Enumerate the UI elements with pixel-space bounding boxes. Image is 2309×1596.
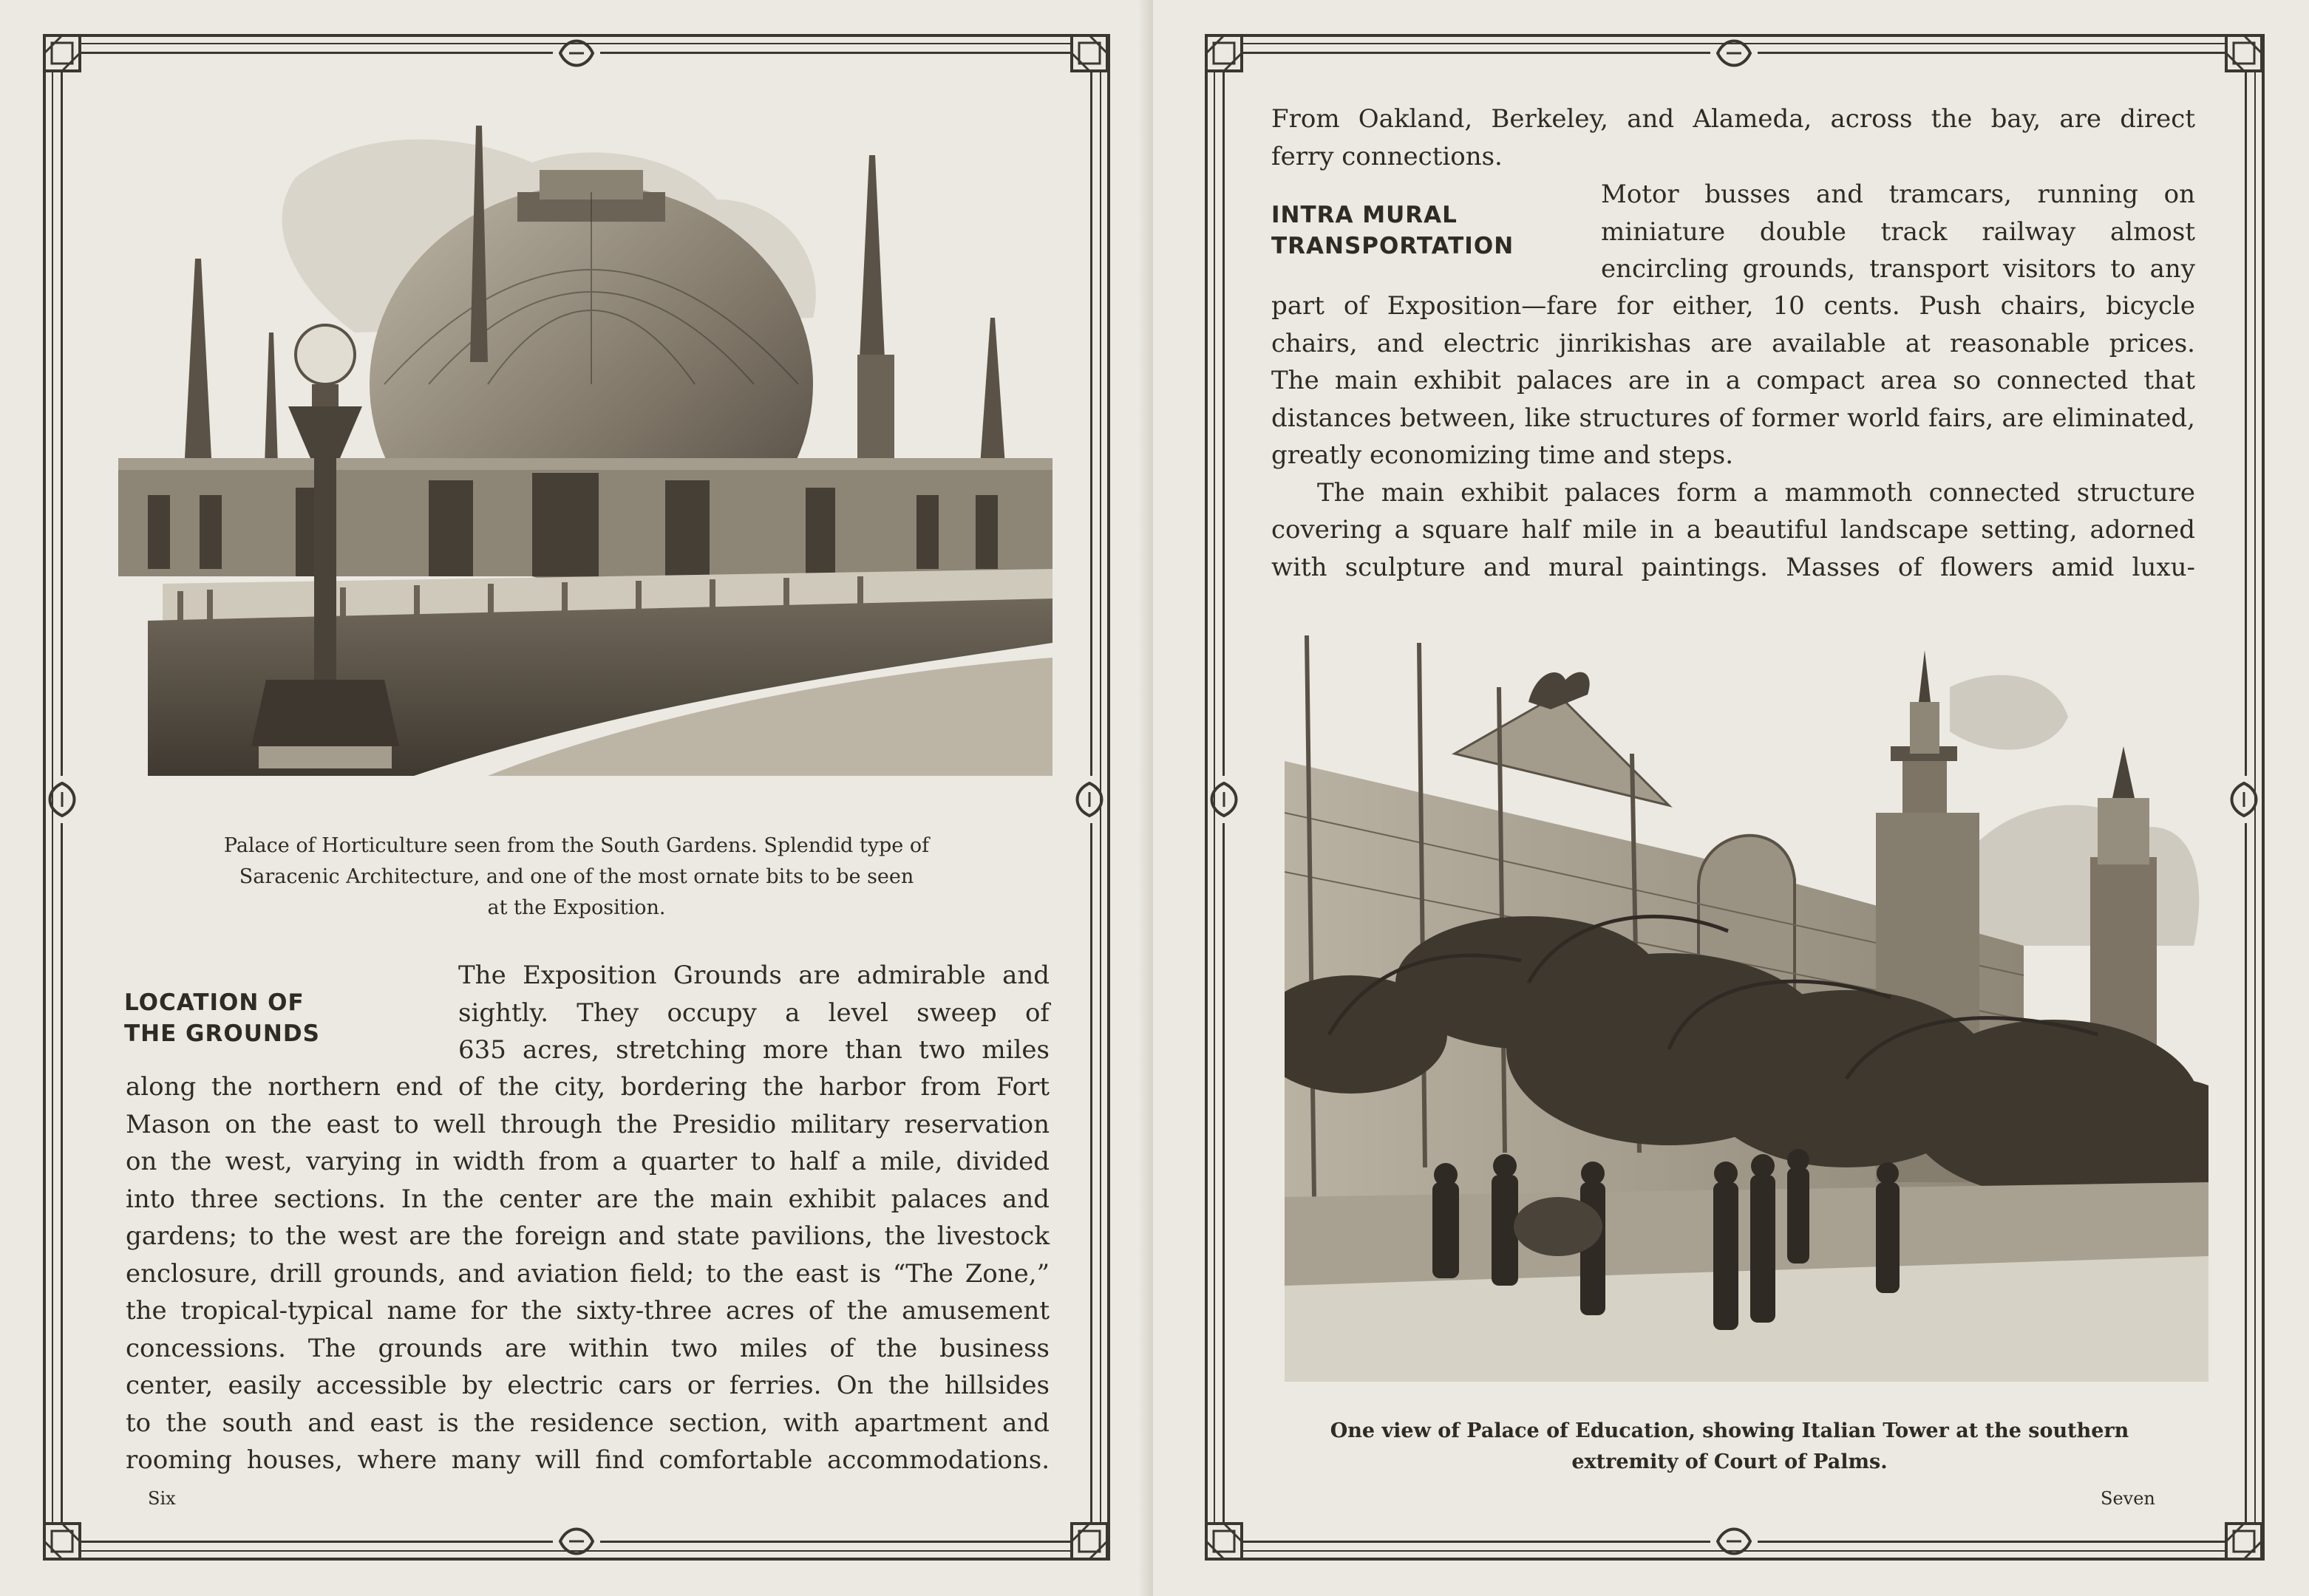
left-corner-ornament-br bbox=[1066, 1518, 1113, 1565]
right-corner-ornament-br bbox=[2220, 1518, 2268, 1565]
right-top-knot-ornament bbox=[1710, 30, 1758, 77]
location-body-text bbox=[126, 1068, 1050, 1479]
education-photo-caption bbox=[1286, 1416, 2173, 1478]
caption-line: at the Exposition. bbox=[487, 896, 666, 919]
text-line: The main exhibit palaces are in a compact area so connected that bbox=[1271, 366, 2195, 395]
right-side-knot-ornament-l bbox=[1200, 776, 1248, 823]
text-line: covering a square half mile in a beautiful landscape setting, adorned bbox=[1271, 515, 2195, 545]
text-line: the tropical-typical name for the sixty-three acres of the amusement bbox=[126, 1296, 1050, 1326]
ferry-text bbox=[1271, 100, 2195, 175]
text-line: ferry connections. bbox=[1271, 141, 1503, 171]
horticulture-palace-photo bbox=[118, 111, 1053, 776]
text-line: encircling grounds, transport visitors to any bbox=[1601, 254, 2195, 284]
page-number-left: Six bbox=[148, 1488, 176, 1509]
education-palace-photo bbox=[1285, 635, 2208, 1382]
transportation-section-heading bbox=[1271, 200, 1514, 262]
caption-line: Saracenic Architecture, and one of the most ornate bits to be seen bbox=[239, 865, 914, 888]
text-line: on the west, varying in width from a quarter to half a mile, divided bbox=[126, 1147, 1050, 1176]
text-line: center, easily accessible by electric cars or ferries. On the hillsides bbox=[126, 1371, 1050, 1400]
text-line: chairs, and electric jinrikishas are available at reasonable prices. bbox=[1271, 328, 2195, 358]
text-line: to the south and east is the residence section, with apartment and bbox=[126, 1408, 1050, 1438]
left-page bbox=[0, 0, 1153, 1596]
right-bottom-knot-ornament bbox=[1710, 1518, 1758, 1565]
left-bottom-knot-ornament bbox=[553, 1518, 600, 1565]
transportation-body-text bbox=[1271, 287, 2195, 586]
right-page bbox=[1153, 0, 2309, 1596]
left-corner-ornament-bl bbox=[38, 1518, 86, 1565]
location-section-heading bbox=[124, 987, 320, 1049]
text-line: rooming houses, where many will find comfortable accommodations. bbox=[126, 1445, 1050, 1475]
text-line: From Oakland, Berkeley, and Alameda, across the bay, are direct bbox=[1271, 104, 2195, 134]
left-side-knot-ornament-r bbox=[1066, 776, 1113, 823]
text-line: 635 acres, stretching more than two miles bbox=[458, 1035, 1050, 1065]
text-line: enclosure, drill grounds, and aviation field; to the east is “The Zone,” bbox=[126, 1258, 1050, 1289]
text-line: The Exposition Grounds are admirable and bbox=[458, 961, 1050, 990]
caption-line: extremity of Court of Palms. bbox=[1571, 1450, 1888, 1473]
caption-line: Palace of Horticulture seen from the South Gardens. Splendid type of bbox=[223, 834, 930, 857]
left-corner-ornament-tr bbox=[1066, 30, 1113, 77]
text-line: gardens; to the west are the foreign and state pavilions, the livestock bbox=[126, 1221, 1050, 1251]
right-corner-ornament-bl bbox=[1200, 1518, 1248, 1565]
transportation-wrapped-text bbox=[1601, 176, 2195, 288]
left-corner-ornament-tl bbox=[38, 30, 86, 77]
heading-line: THE GROUNDS bbox=[124, 1020, 320, 1047]
heading-line: INTRA MURAL bbox=[1271, 202, 1458, 228]
text-line: distances between, like structures of former world fairs, are eliminated, bbox=[1271, 403, 2195, 433]
text-line: concessions. The grounds are within two miles of the business bbox=[126, 1333, 1050, 1363]
text-line: part of Exposition—fare for either, 10 cents. Push chairs, bicycle bbox=[1271, 291, 2195, 321]
text-line: along the northern end of the city, bordering the harbor from Fort bbox=[126, 1072, 1050, 1102]
right-corner-ornament-tr bbox=[2220, 30, 2268, 77]
text-line: into three sections. In the center are the main exhibit palaces and bbox=[126, 1184, 1050, 1214]
text-line: sightly. They occupy a level sweep of bbox=[458, 998, 1050, 1028]
text-line: greatly economizing time and steps. bbox=[1271, 440, 1734, 470]
text-line: miniature double track railway almost bbox=[1601, 216, 2195, 247]
left-side-knot-ornament-l bbox=[38, 776, 86, 823]
text-line: with sculpture and mural paintings. Masses of flowers amid luxu- bbox=[1271, 552, 2195, 582]
left-top-knot-ornament bbox=[553, 30, 600, 77]
page-number-right: Seven bbox=[2101, 1488, 2155, 1509]
heading-line: LOCATION OF bbox=[124, 989, 305, 1016]
heading-line: TRANSPORTATION bbox=[1271, 233, 1514, 259]
text-line: Motor busses and tramcars, running on bbox=[1601, 180, 2195, 209]
right-side-knot-ornament-r bbox=[2220, 776, 2268, 823]
caption-line: One view of Palace of Education, showing Italian Tower at the southern bbox=[1330, 1419, 2129, 1442]
horticulture-photo-caption bbox=[133, 831, 1020, 924]
location-wrapped-text bbox=[458, 957, 1050, 1069]
text-line: The main exhibit palaces form a mammoth connected structure bbox=[1317, 477, 2195, 508]
right-corner-ornament-tl bbox=[1200, 30, 1248, 77]
text-line: Mason on the east to well through the Presidio military reservation bbox=[126, 1109, 1050, 1139]
